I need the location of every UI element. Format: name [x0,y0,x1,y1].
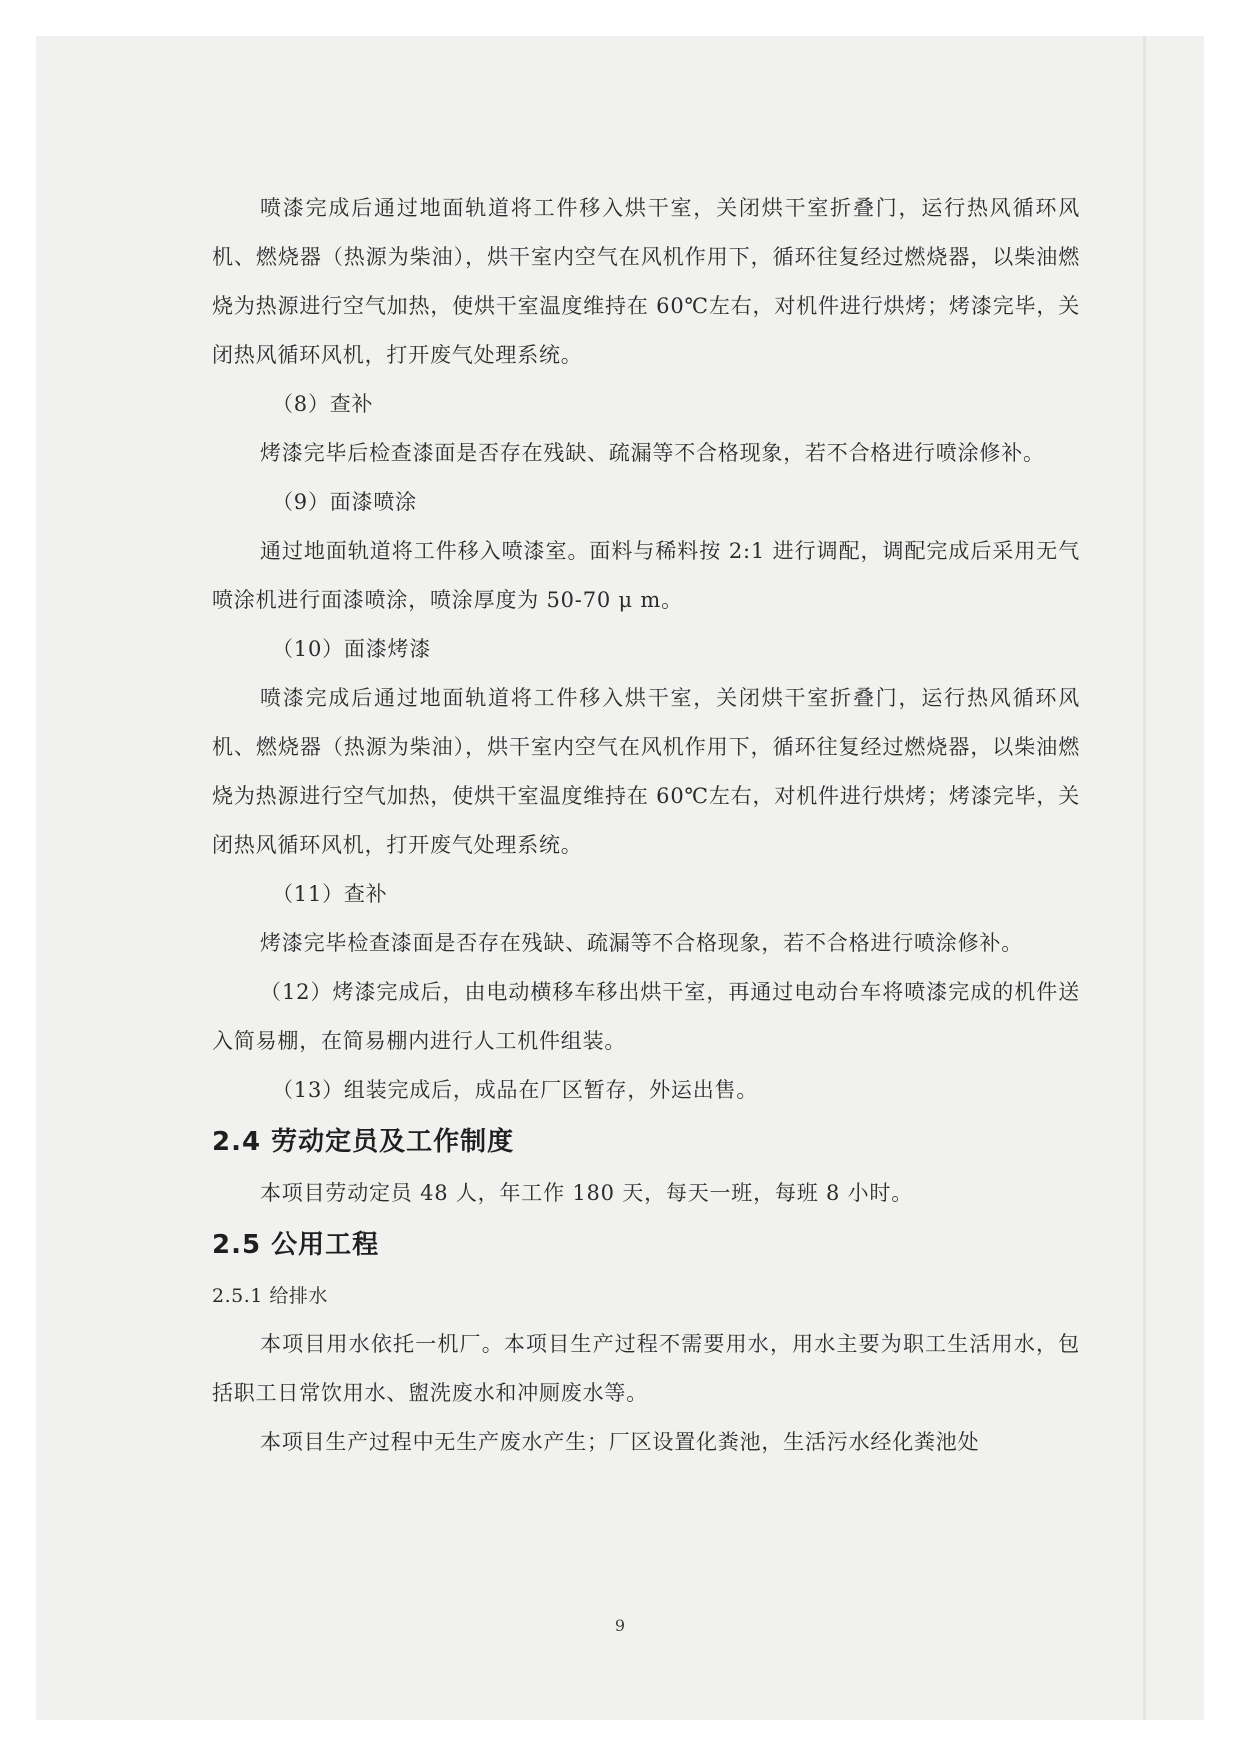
scanned-page [36,36,1204,1720]
paragraph-water-use: 本项目用水依托一机厂。本项目生产过程不需要用水，用水主要为职工生活用水，包括职工日常饮用水、盥洗废水和冲厕废水等。 [212,1332,1080,1405]
paragraph-inspection-1: 烤漆完毕后检查漆面是否存在残缺、疏漏等不合格现象，若不合格进行喷涂修补。 [260,441,1045,465]
subsection-heading-2-5-1: 2.5.1 给排水 [212,1285,328,1307]
page-content [212,184,1080,1467]
paragraph-topcoat-spray: 通过地面轨道将工件移入喷漆室。面料与稀料按 2:1 进行调配，调配完成后采用无气喷涂机进行面漆喷涂，喷涂厚度为 50-70 μ m。 [212,539,1080,612]
section-heading-2-5: 2.5 公用工程 [212,1230,380,1260]
page-number: 9 [614,1616,626,1635]
step-9-heading: （9）面漆喷涂 [272,490,417,514]
step-12-text: （12）烤漆完成后，由电动横移车移出烘干室，再通过电动台车将喷漆完成的机件送入简易棚，在简易棚内进行人工机件组装。 [212,980,1080,1053]
paragraph-drying-2: 喷漆完成后通过地面轨道将工件移入烘干室，关闭烘干室折叠门，运行热风循环风机、燃烧器（热源为柴油），烘干室内空气在风机作用下，循环往复经过燃烧器，以柴油燃烧为热源进行空气加热，使烘干室温度维持在 60℃左右，对机件进行烘烤；烤漆完毕，关闭热风循环风机，打开废气处理系统。 [212,686,1080,857]
paragraph-staffing: 本项目劳动定员 48 人，年工作 180 天，每天一班，每班 8 小时。 [260,1181,914,1205]
step-13-text: （13）组装完成后，成品在厂区暂存，外运出售。 [272,1078,759,1102]
section-heading-2-4: 2.4 劳动定员及工作制度 [212,1127,515,1157]
paragraph-drying-1: 喷漆完成后通过地面轨道将工件移入烘干室，关闭烘干室折叠门，运行热风循环风机、燃烧器（热源为柴油），烘干室内空气在风机作用下，循环往复经过燃烧器，以柴油燃烧为热源进行空气加热，使烘干室温度维持在 60℃左右，对机件进行烘烤；烤漆完毕，关闭热风循环风机，打开废气处理系统。 [212,196,1080,367]
step-8-heading: （8）查补 [272,392,374,416]
step-11-heading: （11）查补 [272,882,388,906]
scan-binding-edge [1143,36,1146,1720]
paragraph-inspection-2: 烤漆完毕检查漆面是否存在残缺、疏漏等不合格现象，若不合格进行喷涂修补。 [260,931,1023,955]
paragraph-wastewater: 本项目生产过程中无生产废水产生；厂区设置化粪池，生活污水经化粪池处 [260,1430,980,1454]
step-10-heading: （10）面漆烤漆 [272,637,432,661]
